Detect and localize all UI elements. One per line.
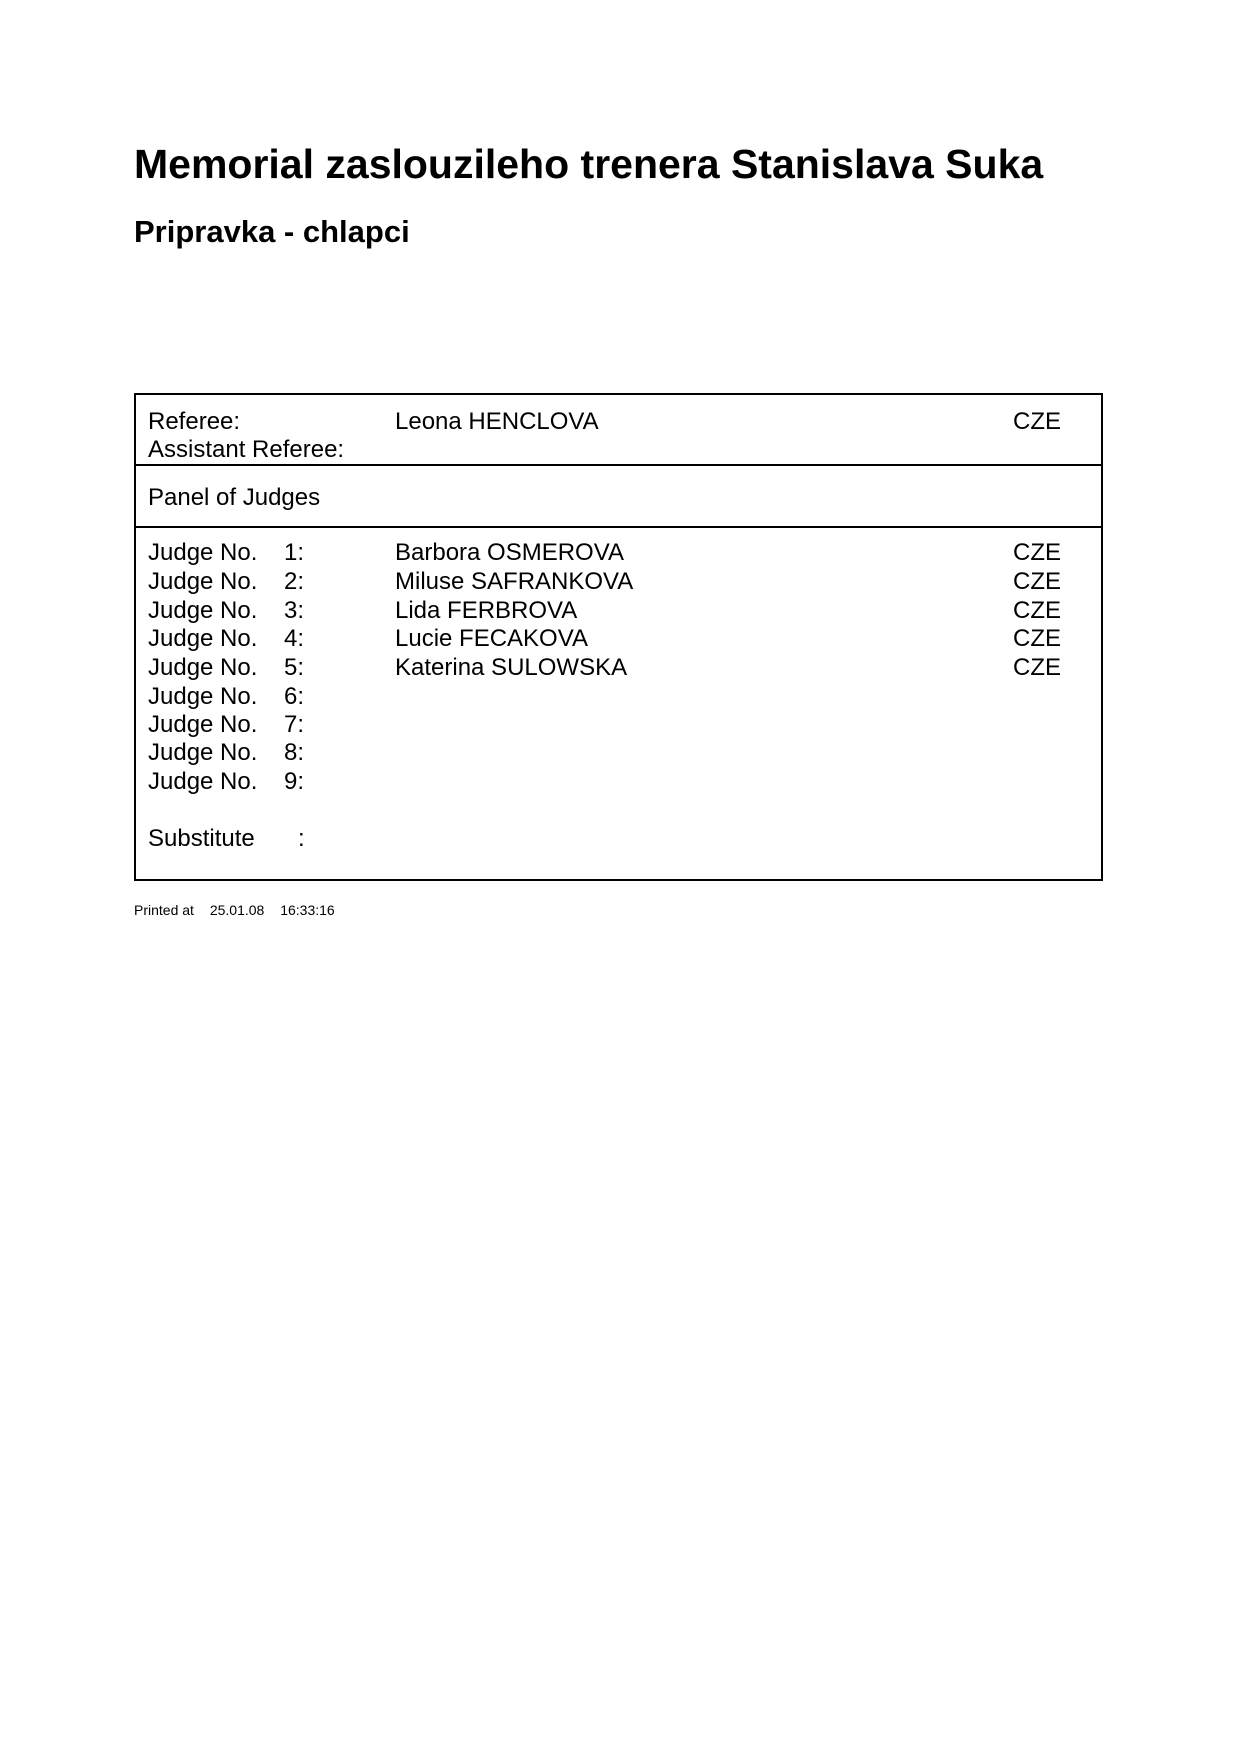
judge-label: Judge No. [148,711,258,738]
printed-label: Printed at [134,902,194,918]
judge-label: Judge No. [148,625,258,652]
panel-heading: Panel of Judges [148,484,321,511]
judge-number: 5: [284,654,305,681]
judge-row [136,767,1101,796]
judge-nation: CZE [1013,654,1061,681]
judge-number: 1: [284,539,305,566]
judge-label: Judge No. [148,654,258,681]
judge-label: Judge No. [148,539,258,566]
panel-heading-section [136,466,1101,528]
judge-row [136,710,1101,739]
document-subtitle: Pripravka - chlapci [134,214,410,249]
judge-row [136,653,1101,682]
judge-number: 2: [284,568,305,595]
judge-label: Judge No. [148,768,258,795]
substitute-label: Substitute [148,825,255,852]
judge-number: 7: [284,711,305,738]
judge-row [136,538,1101,567]
judge-number: 3: [284,597,305,624]
judge-label: Judge No. [148,739,258,766]
judge-label: Judge No. [148,683,258,710]
referee-label: Referee: [148,408,241,435]
substitute-colon: : [298,825,305,852]
judge-nation: CZE [1013,568,1061,595]
judge-number: 9: [284,768,305,795]
judge-nation: CZE [1013,539,1061,566]
judge-label: Judge No. [148,597,258,624]
panel-heading-row [136,483,1101,512]
judge-label: Judge No. [148,568,258,595]
judge-name: Katerina SULOWSKA [395,654,628,681]
judge-name: Barbora OSMEROVA [395,539,624,566]
assistant-referee-label: Assistant Referee: [148,436,345,463]
judges-section [136,528,1101,879]
judge-row [136,567,1101,596]
referee-row [136,407,1101,436]
judge-row [136,738,1101,767]
referee-section [136,395,1101,466]
judge-number: 8: [284,739,305,766]
printed-time: 16:33:16 [280,902,335,918]
judge-number: 6: [284,683,305,710]
judge-name: Lucie FECAKOVA [395,625,588,652]
judge-row [136,624,1101,653]
assistant-referee-row [136,435,1101,464]
print-footer [134,902,347,919]
officials-panel [134,393,1103,881]
judge-row [136,682,1101,711]
document-title: Memorial zaslouzileho trenera Stanislava Suka [134,141,1044,187]
judge-name: Lida FERBROVA [395,597,578,624]
printed-date: 25.01.08 [209,902,265,918]
referee-nation: CZE [1013,408,1061,435]
judge-row [136,596,1101,625]
referee-name: Leona HENCLOVA [395,408,599,435]
judge-name: Miluse SAFRANKOVA [395,568,634,595]
judge-number: 4: [284,625,305,652]
judge-nation: CZE [1013,625,1061,652]
judge-nation: CZE [1013,597,1061,624]
substitute-row [136,824,1101,853]
